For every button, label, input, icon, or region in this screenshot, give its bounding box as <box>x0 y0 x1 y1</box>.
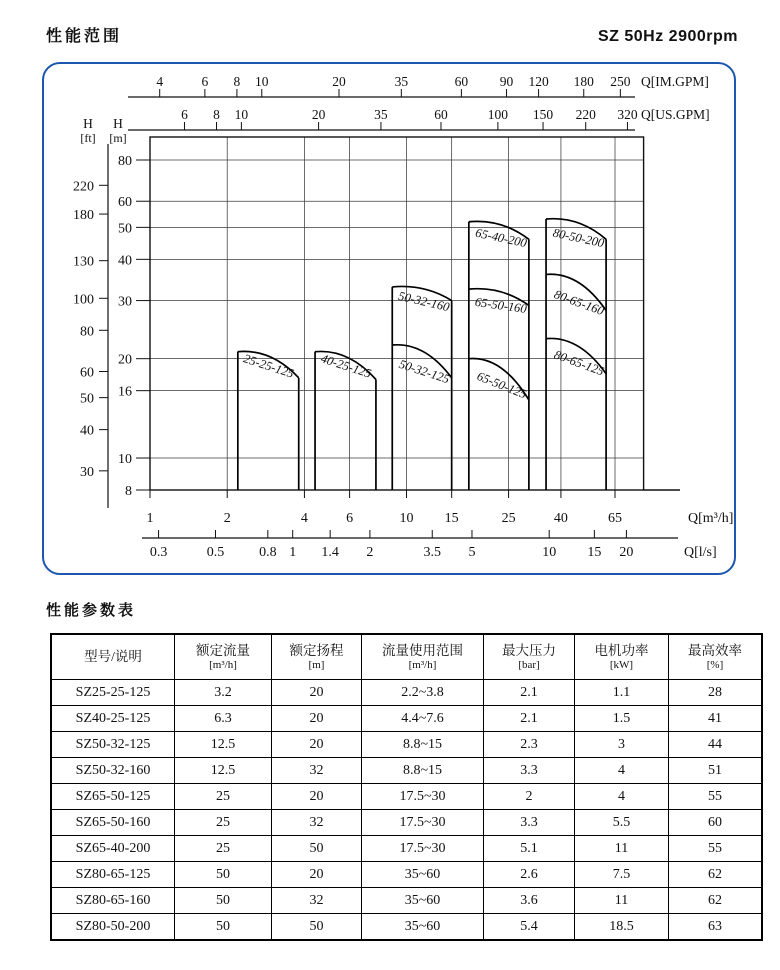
model-cell: SZ25-25-125 <box>51 680 175 706</box>
column-title: 额定流量 <box>196 642 250 658</box>
ruler-tick-label: 100 <box>487 107 509 122</box>
ruler-tick-label: 35 <box>394 74 409 89</box>
header-row <box>51 634 762 680</box>
model-speed-title: SZ 50Hz 2900rpm <box>597 28 738 45</box>
x-tick-label: 1 <box>146 511 154 526</box>
y-tick-label: 10 <box>118 452 132 468</box>
y-tick-label: 50 <box>118 221 132 237</box>
model-cell: SZ80-65-125 <box>51 862 175 888</box>
value-cell: 25 <box>175 784 272 810</box>
table-row <box>51 706 762 732</box>
column-header <box>484 634 575 680</box>
ls-tick-label: 15 <box>587 545 602 560</box>
value-cell: 2.3 <box>484 732 575 758</box>
ruler-tick-label: 8 <box>233 74 241 89</box>
column-title: 额定扬程 <box>289 642 344 658</box>
value-cell: 35~60 <box>362 862 484 888</box>
column-title: 最大压力 <box>502 642 556 658</box>
value-cell: 20 <box>272 862 362 888</box>
value-cell: 3 <box>575 732 669 758</box>
value-cell: 3.3 <box>484 810 575 836</box>
value-cell: 17.5~30 <box>362 784 484 810</box>
value-cell: 32 <box>272 810 362 836</box>
page-title: 性能范围 <box>46 28 123 45</box>
value-cell: 50 <box>175 914 272 941</box>
y-tick-label: 80 <box>118 154 132 169</box>
value-cell: 25 <box>175 810 272 836</box>
ls-tick-label: 0.3 <box>149 545 168 560</box>
ruler-tick-label: 250 <box>610 74 631 89</box>
value-cell: 35~60 <box>362 888 484 914</box>
value-cell: 50 <box>175 888 272 914</box>
table-row <box>51 732 762 758</box>
x-tick-label: 4 <box>300 511 308 526</box>
y-tick-label: 60 <box>118 195 132 211</box>
ruler-axis-label: Q[US.GPM] <box>641 107 710 122</box>
ls-tick-label: 0.8 <box>259 545 277 560</box>
ls-tick-label: 10 <box>542 545 557 560</box>
value-cell: 12.5 <box>175 758 272 784</box>
column-title: 最高效率 <box>688 642 742 658</box>
model-cell: SZ50-32-160 <box>51 758 175 784</box>
performance-chart <box>44 64 733 571</box>
value-cell: 4 <box>575 758 669 784</box>
value-cell: 50 <box>272 836 362 862</box>
y-tick-label: 16 <box>118 384 132 400</box>
model-cell: SZ65-40-200 <box>51 836 175 862</box>
ft-tick-label: 30 <box>80 464 94 480</box>
table-row <box>51 862 762 888</box>
plot-border <box>150 137 644 490</box>
column-title: 型号/说明 <box>84 649 142 664</box>
value-cell: 60 <box>669 810 763 836</box>
value-cell: 2 <box>484 784 575 810</box>
table-row <box>51 810 762 836</box>
y-tick-label: 20 <box>118 352 132 368</box>
y-tick-label: 8 <box>125 484 132 499</box>
y-axis-title: H <box>113 116 123 131</box>
value-cell: 20 <box>272 784 362 810</box>
page-header <box>0 0 780 46</box>
table-row <box>51 836 762 862</box>
column-unit: [kW] <box>609 658 634 671</box>
ruler-tick-label: 90 <box>499 74 514 89</box>
value-cell: 2.6 <box>484 862 575 888</box>
value-cell: 5.5 <box>575 810 669 836</box>
ruler-tick-label: 60 <box>454 74 469 89</box>
value-cell: 3.6 <box>484 888 575 914</box>
ft-tick-label: 100 <box>73 292 94 308</box>
column-unit: [%] <box>706 658 724 671</box>
ft-axis-unit: [ft] <box>80 131 96 145</box>
ft-tick-label: 50 <box>80 391 94 407</box>
x-tick-label: 40 <box>553 511 568 526</box>
column-title: 流量使用范围 <box>382 642 463 658</box>
value-cell: 4 <box>575 784 669 810</box>
column-header <box>669 634 763 680</box>
value-cell: 12.5 <box>175 732 272 758</box>
model-cell: SZ50-32-125 <box>51 732 175 758</box>
pump-curve-label: 80-50-200 <box>551 225 606 251</box>
value-cell: 62 <box>669 888 763 914</box>
value-cell: 51 <box>669 758 763 784</box>
x-tick-label: 2 <box>223 511 231 526</box>
x-tick-label: 10 <box>399 511 414 526</box>
column-unit: [m] <box>308 658 325 671</box>
table-row <box>51 888 762 914</box>
value-cell: 11 <box>575 888 669 914</box>
value-cell: 25 <box>175 836 272 862</box>
ruler-tick-label: 60 <box>434 107 448 122</box>
x-tick-label: 25 <box>501 511 516 526</box>
pump-curve-label: 25-25-125 <box>241 351 296 381</box>
table-row <box>51 680 762 706</box>
column-header <box>175 634 272 680</box>
table-heading: 性能参数表 <box>46 602 137 619</box>
pump-curve-label: 50-32-125 <box>397 356 452 387</box>
chart-frame <box>42 62 736 575</box>
ls-tick-label: 0.5 <box>206 545 225 560</box>
value-cell: 62 <box>669 862 763 888</box>
column-unit: [m³/h] <box>408 658 437 671</box>
column-header <box>272 634 362 680</box>
value-cell: 2.1 <box>484 680 575 706</box>
value-cell: 41 <box>669 706 763 732</box>
value-cell: 44 <box>669 732 763 758</box>
model-cell: SZ65-50-160 <box>51 810 175 836</box>
value-cell: 50 <box>175 862 272 888</box>
value-cell: 28 <box>669 680 763 706</box>
value-cell: 35~60 <box>362 914 484 941</box>
model-cell: SZ40-25-125 <box>51 706 175 732</box>
value-cell: 5.1 <box>484 836 575 862</box>
ft-tick-label: 180 <box>73 208 94 224</box>
value-cell: 3.2 <box>175 680 272 706</box>
pump-curve-label: 80-65-160 <box>552 287 606 319</box>
ruler-tick-label: 220 <box>575 107 596 122</box>
value-cell: 8.8~15 <box>362 732 484 758</box>
y-tick-label: 30 <box>118 294 132 310</box>
ft-tick-label: 80 <box>80 324 94 340</box>
value-cell: 18.5 <box>575 914 669 941</box>
value-cell: 63 <box>669 914 763 941</box>
ruler-axis-label: Q[IM.GPM] <box>641 74 709 89</box>
table-row <box>51 914 762 941</box>
value-cell: 2.1 <box>484 706 575 732</box>
value-cell: 7.5 <box>575 862 669 888</box>
column-header <box>51 634 175 680</box>
value-cell: 1.5 <box>575 706 669 732</box>
x-tick-label: 6 <box>346 511 354 526</box>
ruler-tick-label: 10 <box>234 107 249 122</box>
ls-tick-label: 3.5 <box>423 545 441 560</box>
value-cell: 55 <box>669 836 763 862</box>
ruler-tick-label: 20 <box>332 74 346 89</box>
ft-axis-title: H <box>83 116 93 131</box>
model-cell: SZ65-50-125 <box>51 784 175 810</box>
ruler-tick-label: 6 <box>181 107 188 122</box>
y-tick-label: 40 <box>118 253 132 269</box>
pump-curve-label: 65-50-125 <box>474 368 529 402</box>
ruler-tick-label: 10 <box>255 74 269 89</box>
column-unit: [m³/h] <box>209 658 237 671</box>
ft-tick-label: 60 <box>80 365 94 381</box>
x-tick-label: 65 <box>608 511 623 526</box>
ruler-tick-label: 150 <box>532 107 554 122</box>
table-row <box>51 758 762 784</box>
value-cell: 32 <box>272 888 362 914</box>
ruler-tick-label: 180 <box>573 74 594 89</box>
model-cell: SZ80-65-160 <box>51 888 175 914</box>
ruler-tick-label: 20 <box>311 107 326 122</box>
value-cell: 50 <box>272 914 362 941</box>
value-cell: 11 <box>575 836 669 862</box>
value-cell: 8.8~15 <box>362 758 484 784</box>
ruler-tick-label: 35 <box>374 107 388 122</box>
value-cell: 3.3 <box>484 758 575 784</box>
pump-curve-label: 80-65-125 <box>552 347 606 379</box>
table-row <box>51 784 762 810</box>
value-cell: 32 <box>272 758 362 784</box>
column-title: 电机功率 <box>594 642 649 658</box>
column-unit: [bar] <box>518 658 540 671</box>
ls-tick-label: 20 <box>619 545 634 560</box>
ruler-tick-label: 120 <box>528 74 549 89</box>
pump-curve-label: 65-40-200 <box>474 225 529 251</box>
ls-tick-label: 5 <box>468 545 476 560</box>
spec-table-body <box>51 680 762 941</box>
value-cell: 4.4~7.6 <box>362 706 484 732</box>
value-cell: 1.1 <box>575 680 669 706</box>
ft-tick-label: 130 <box>73 254 94 270</box>
value-cell: 20 <box>272 680 362 706</box>
spec-table-head <box>51 634 762 680</box>
ft-tick-label: 40 <box>80 423 94 439</box>
ruler-tick-label: 6 <box>201 74 209 89</box>
value-cell: 2.2~3.8 <box>362 680 484 706</box>
y-axis-unit: [m] <box>109 131 127 145</box>
ls-axis-label: Q[l/s] <box>684 545 717 560</box>
spec-table <box>50 633 763 941</box>
model-cell: SZ80-50-200 <box>51 914 175 941</box>
value-cell: 5.4 <box>484 914 575 941</box>
value-cell: 20 <box>272 732 362 758</box>
ruler-tick-label: 320 <box>617 107 638 122</box>
ls-tick-label: 1.4 <box>321 545 339 560</box>
ruler-tick-label: 4 <box>156 74 164 89</box>
value-cell: 17.5~30 <box>362 810 484 836</box>
value-cell: 6.3 <box>175 706 272 732</box>
value-cell: 17.5~30 <box>362 836 484 862</box>
ls-tick-label: 2 <box>366 545 374 560</box>
pump-curve-label: 40-25-125 <box>319 351 374 381</box>
pump-curve-label: 65-50-160 <box>474 294 528 317</box>
ruler-tick-label: 8 <box>213 107 220 122</box>
x-tick-label: 15 <box>444 511 459 526</box>
value-cell: 55 <box>669 784 763 810</box>
column-header <box>362 634 484 680</box>
pump-curve-label: 50-32-160 <box>396 288 451 315</box>
column-header <box>575 634 669 680</box>
value-cell: 20 <box>272 706 362 732</box>
x-axis-label: Q[m³/h] <box>688 511 733 526</box>
ls-tick-label: 1 <box>289 545 297 560</box>
ft-tick-label: 220 <box>73 179 94 195</box>
